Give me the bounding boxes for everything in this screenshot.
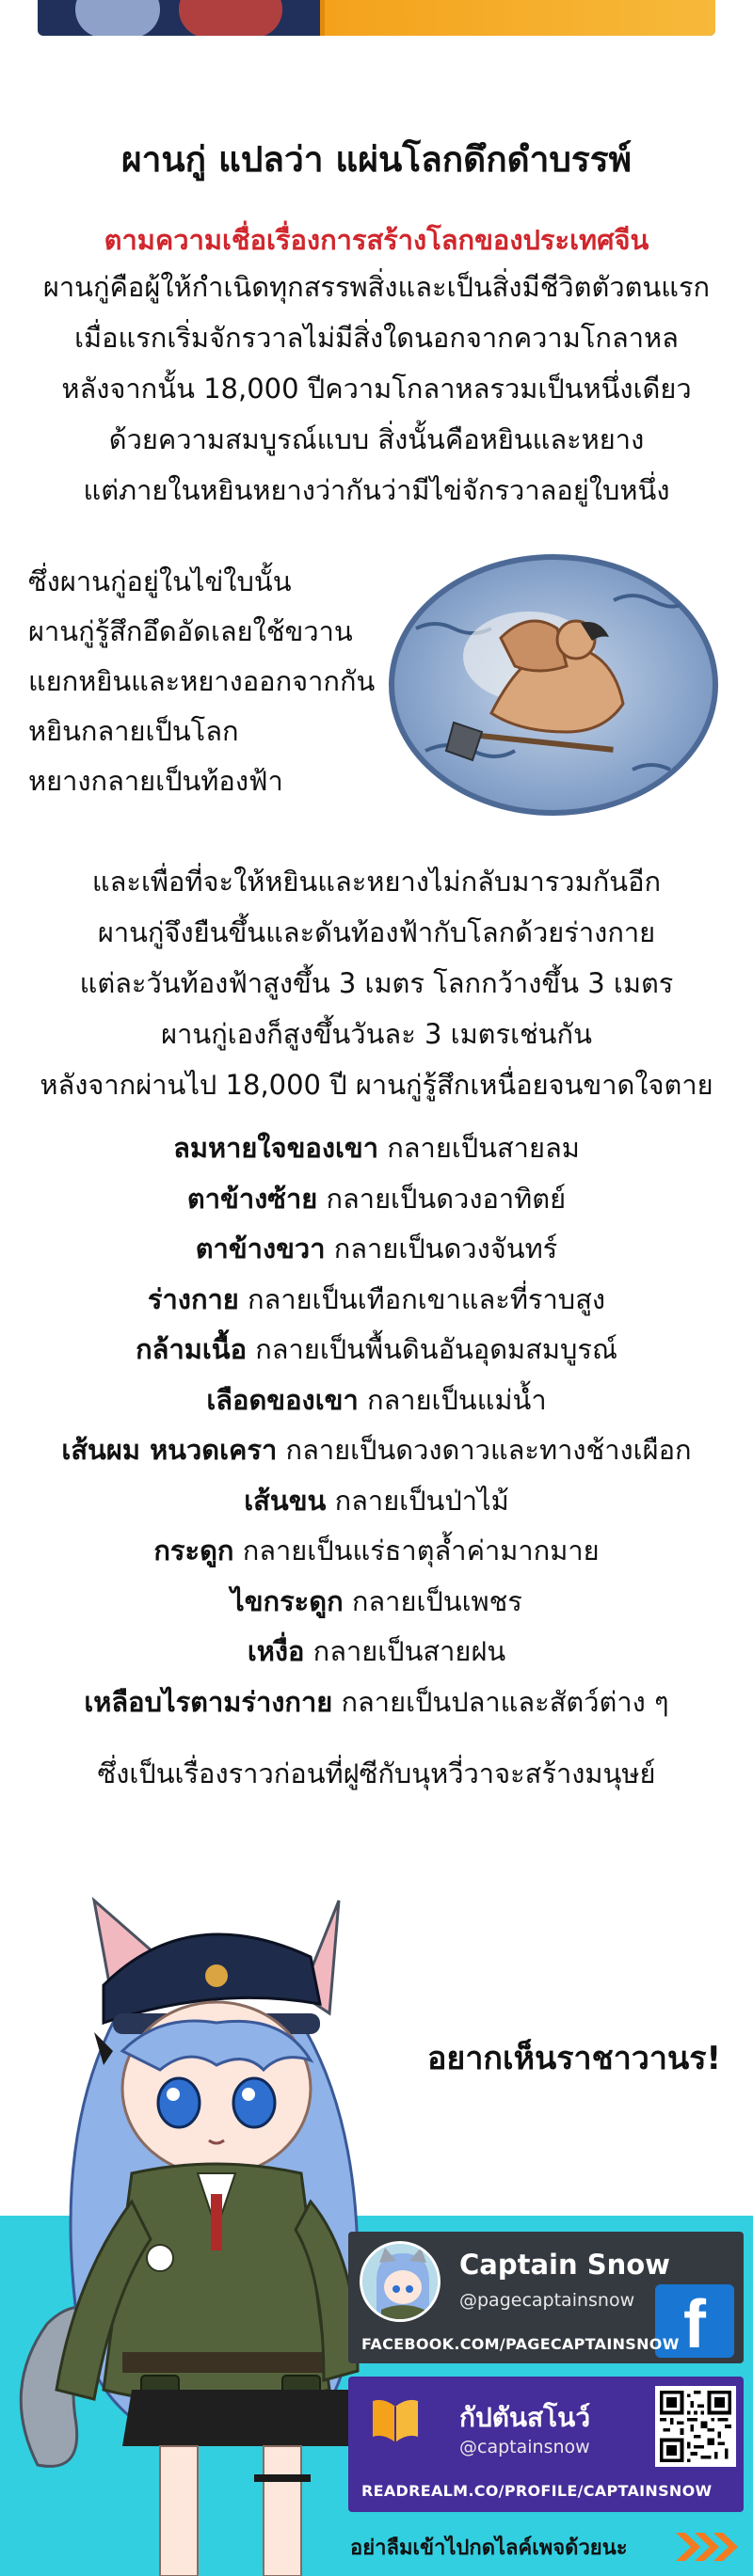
page-subtitle: ตามความเชื่อเรื่องการสร้างโลกของประเทศจีน (104, 224, 649, 256)
readrealm-name: กัปตันสโนว์ (459, 2402, 591, 2433)
becomes-text: กลายเป็นแร่ธาตุล้ำค่ามากมาย (242, 1534, 600, 1566)
transformation-item (0, 1577, 753, 1628)
avatar-drawing (362, 2244, 441, 2322)
becomes-text: กลายเป็นพื้นดินอันอุดมสมบูรณ์ (255, 1333, 617, 1365)
transformation-item (0, 1425, 753, 1476)
becomes-text: กลายเป็นสายฝน (312, 1635, 506, 1667)
egg-line: ผานกู่รู้สึกอึดอัดเลยใช้ขวาน (28, 615, 353, 647)
body-part: ไขกระดูก (231, 1584, 344, 1617)
mascot-illustration (0, 1863, 395, 2576)
intro-line: แต่ภายในหยินหยางว่ากันว่ามีไข่จักรวาลอยู่ใบหนึ่ง (83, 474, 670, 506)
transformation-item (0, 1174, 753, 1225)
intro-line: ผานกู่คือผู้ให้กำเนิดทุกสรรพสิ่งและเป็นสิ่งมีชีวิตตัวตนแรก (42, 271, 711, 303)
egg-paragraph (28, 557, 375, 806)
transformation-item (0, 1526, 753, 1577)
growth-line: แต่ละวันท้องฟ้าสูงขึ้น 3 เมตร โลกกว้างขึ้น 3 เมตร (79, 967, 674, 999)
facebook-icon[interactable]: f (655, 2284, 734, 2358)
like-reminder (346, 2525, 745, 2568)
body-part: เหงื่อ (247, 1635, 305, 1667)
egg-line: ซึ่งผานกู่อยู่ในไข่ใบนั้น (28, 565, 292, 597)
like-reminder-text: อย่าลืมเข้าไปกดไลค์เพจด้วยนะ (350, 2536, 628, 2560)
body-part: เหลือบไรตามร่างกาย (84, 1685, 333, 1718)
growth-line: หลังจากผ่านไป 18,000 ปี ผานกู่รู้สึกเหนื่อยจนขาดใจตาย (40, 1069, 713, 1101)
closing-line: ซึ่งเป็นเรื่องราวก่อนที่ฝูซีกับนุหวี่วาจะสร้างมนุษย์ (97, 1757, 656, 1789)
facebook-page-name: Captain Snow (459, 2249, 670, 2281)
banner-orange-panel (320, 0, 715, 36)
transformation-item (0, 1678, 753, 1728)
growth-paragraph (0, 856, 753, 1110)
qr-code-pattern (660, 2391, 731, 2462)
readrealm-handle: @captainsnow (459, 2437, 590, 2457)
body-part: ร่างกาย (147, 1282, 239, 1315)
body-part: กระดูก (153, 1534, 234, 1566)
transformation-item (0, 1325, 753, 1375)
intro-paragraph (0, 262, 753, 516)
becomes-text: กลายเป็นเทือกเขาและที่ราบสูง (248, 1282, 606, 1315)
top-banner-illustration (0, 0, 753, 41)
transformation-item (0, 1275, 753, 1326)
book-icon (371, 2397, 420, 2444)
becomes-text: กลายเป็นแม่น้ำ (366, 1383, 547, 1416)
body-part: ตาข้างขวา (195, 1232, 326, 1264)
transformation-item (0, 1224, 753, 1275)
becomes-text: กลายเป็นเพชร (351, 1584, 522, 1617)
intro-line: ด้วยความสมบูรณ์แบบ สิ่งนั้นคือหยินและหยาง (108, 423, 645, 455)
becomes-text: กลายเป็นสายลม (387, 1132, 580, 1164)
becomes-text: กลายเป็นปลาและสัตว์ต่าง ๆ (341, 1685, 669, 1718)
becomes-text: กลายเป็นดวงอาทิตย์ (326, 1182, 567, 1215)
arrows-right-icon (674, 2529, 740, 2565)
page-title: ผานกู่ แปลว่า แผ่นโลกดึกดำบรรพ์ (120, 139, 633, 180)
becomes-text: กลายเป็นดวงดาวและทางช้างเผือก (285, 1434, 692, 1466)
mascot-drawing (0, 1863, 395, 2576)
facebook-handle: @pagecaptainsnow (459, 2290, 635, 2311)
banner-figure-left (75, 0, 160, 36)
qr-code-icon[interactable] (655, 2386, 736, 2467)
body-part: เส้นขน (244, 1484, 327, 1517)
readrealm-url[interactable]: READREALM.CO/PROFILE/CAPTAINSNOW (361, 2482, 713, 2500)
body-part: กล้ามเนื้อ (136, 1333, 247, 1365)
readrealm-card[interactable] (348, 2377, 744, 2512)
pangu-egg-illustration (388, 553, 719, 817)
growth-line: ผานกู่เองก็สูงขึ้นวันละ 3 เมตรเช่นกัน (161, 1018, 592, 1050)
becomes-text: กลายเป็นดวงจันทร์ (333, 1232, 558, 1264)
transformation-item (0, 1627, 753, 1678)
body-part: ลมหายใจของเขา (173, 1132, 378, 1164)
captain-snow-avatar (360, 2241, 441, 2322)
intro-line: หลังจากนั้น 18,000 ปีความโกลาหลรวมเป็นหนึ่งเดียว (61, 373, 692, 405)
growth-line: ผานกู่จึงยืนขึ้นและดันท้องฟ้ากับโลกด้วยร่างกาย (97, 916, 656, 948)
body-part: ตาข้างซ้าย (186, 1182, 318, 1215)
banner-scene (38, 0, 715, 36)
banner-figure-right (179, 0, 282, 36)
wish-text: อยากเห็นราชาวานร! (426, 2040, 721, 2077)
intro-line: เมื่อแรกเริ่มจักรวาลไม่มีสิ่งใดนอกจากความโกลาหล (74, 322, 679, 354)
facebook-card[interactable] (348, 2232, 744, 2363)
egg-line: หยินกลายเป็นโลก (28, 715, 239, 747)
becomes-text: กลายเป็นป่าไม้ (334, 1484, 509, 1517)
egg-line: แยกหยินและหยางออกจากกัน (28, 665, 376, 697)
body-part: เลือดของเขา (206, 1383, 359, 1416)
pangu-egg-drawing (388, 553, 719, 817)
transformation-item (0, 1375, 753, 1426)
facebook-url[interactable]: FACEBOOK.COM/PAGECAPTAINSNOW (361, 2335, 680, 2353)
egg-line: หยางกลายเป็นท้องฟ้า (28, 765, 283, 797)
transformation-list (0, 1123, 753, 1727)
transformation-item (0, 1123, 753, 1174)
growth-line: และเพื่อที่จะให้หยินและหยางไม่กลับมารวมกันอีก (91, 866, 662, 898)
transformation-item (0, 1476, 753, 1527)
body-part: เส้นผม หนวดเครา (61, 1434, 278, 1466)
